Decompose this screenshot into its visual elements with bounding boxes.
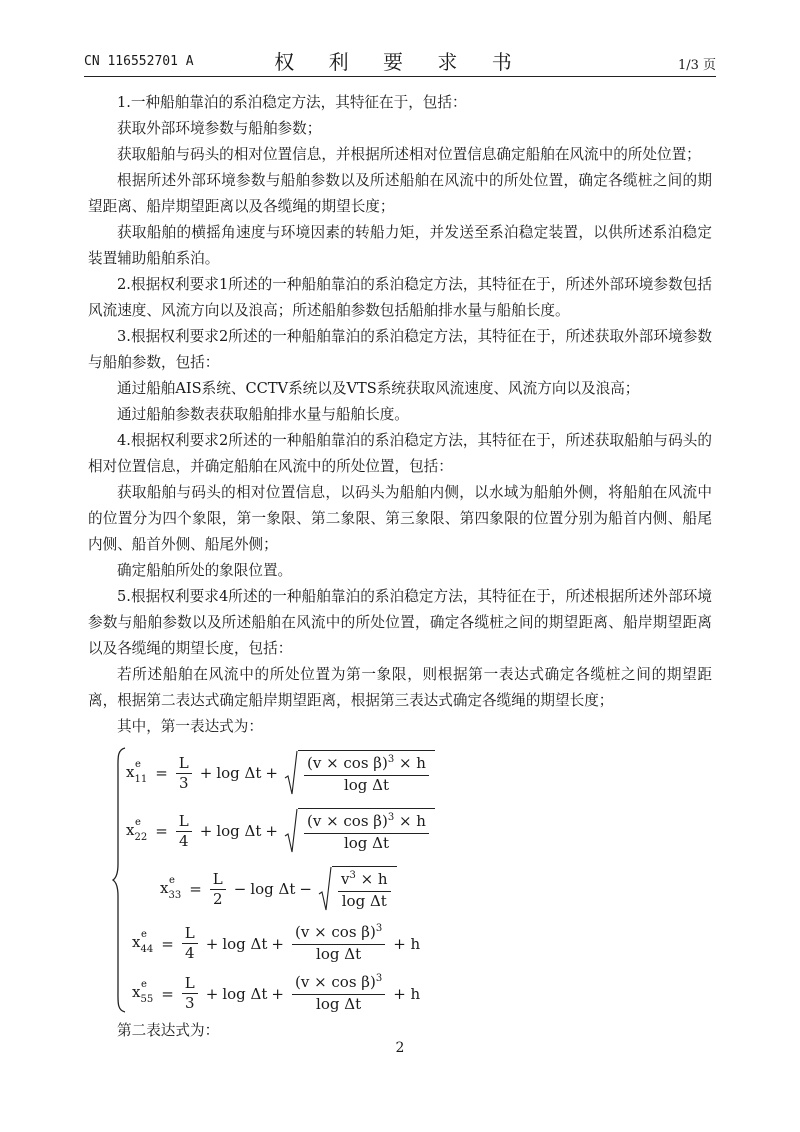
claim-paragraph: 获取船舶与码头的相对位置信息，并根据所述相对位置信息确定船舶在风流中的所处位置； (117, 146, 701, 163)
formula-row: x e $_{33}$ = $\frac{L}{2}$ − log Δt − $\frac{v^3 \times h}{\text{log Δt}}$ (160, 866, 397, 912)
fraction: $\frac{L}{3}$ (176, 755, 192, 792)
fraction: $\frac{L}{4}$ (182, 925, 198, 962)
formula-row: x e $_{11}$ = $\frac{L}{3}$ + log Δt + $\frac{(v \times \cos \beta)^3 \times h}{\text{log Δt}}$ (126, 750, 435, 796)
fraction: $\frac{(v \times \cos \beta)^3 \times h}{\text{log Δt}}$ (304, 813, 429, 852)
log-term: log Δt (216, 822, 262, 840)
first-expression-formula (88, 744, 712, 1016)
claim-paragraph: 获取外部环境参数与船舶参数； (117, 120, 322, 137)
equals-sign: = (155, 822, 168, 840)
fraction: $\frac{v^3 \times h}{\text{log Δt}}$ (338, 871, 391, 910)
document-number: CN 116552701 A (84, 54, 194, 69)
claim-paragraph: 其中，第一表达式为： (117, 718, 263, 735)
square-root (284, 808, 435, 854)
header-rule (84, 76, 716, 77)
formula-row: x e $_{55}$ = $\frac{L}{3}$ + log Δt + $\frac{(v \times \cos \beta)^3}{\text{log Δt}}$ + h (132, 973, 421, 1013)
square-root (318, 866, 397, 912)
formula-variable: x e $_{55}$ (132, 979, 154, 1005)
square-root (284, 750, 435, 796)
equals-sign: = (189, 880, 202, 898)
formula-variable: x e $_{11}$ (126, 758, 148, 785)
claim-paragraph: 获取船舶与码头的相对位置信息，以码头为船舶内侧，以水域为船舶外侧，将船舶在风流中的位置分为四个象限，第一象限、第二象限、第三象限、第四象限的位置分别为船首内侧、船尾内侧、船首外侧、船尾外侧； (88, 484, 712, 553)
page-header (84, 48, 716, 74)
claim-paragraph: 第二表达式为： (117, 1022, 220, 1039)
fraction: $\frac{(v \times \cos \beta)^3}{\text{log Δt}}$ (292, 974, 385, 1013)
claim-paragraph: 通过船舶参数表获取船舶排水量与船舶长度。 (117, 406, 409, 423)
claim-paragraph: 1.一种船舶靠泊的系泊稳定方法，其特征在于，包括： (117, 94, 467, 111)
log-term: log Δt (216, 764, 262, 782)
page-indicator: 1/3 页 (677, 58, 716, 73)
log-term: log Δt (250, 880, 296, 898)
log-term: log Δt (222, 934, 268, 953)
fraction: $\frac{L}{4}$ (176, 813, 192, 850)
claim-paragraph: 确定船舶所处的象限位置。 (117, 562, 293, 579)
claim-paragraph: 3.根据权利要求2所述的一种船舶靠泊的系泊稳定方法，其特征在于，所述获取外部环境参数与船舶参数，包括： (88, 328, 712, 371)
claims-body (88, 90, 712, 1044)
fraction: $\frac{L}{2}$ (210, 871, 226, 908)
formula-row: x e $_{22}$ = $\frac{L}{4}$ + log Δt + $\frac{(v \times \cos \beta)^3 \times h}{\text{log Δt}}$ (126, 808, 435, 854)
page-number: 2 (395, 1040, 405, 1056)
fraction: $\frac{(v \times \cos \beta)^3}{\text{log Δt}}$ (292, 924, 385, 963)
claim-paragraph: 4.根据权利要求2所述的一种船舶靠泊的系泊稳定方法，其特征在于，所述获取船舶与码头的相对位置信息，并确定船舶在风流中的所处位置，包括： (88, 432, 712, 475)
claim-paragraph: 根据所述外部环境参数与船舶参数以及所述船舶在风流中的所处位置，确定各缆桩之间的期望距离、船岸期望距离以及各缆绳的期望长度； (88, 172, 712, 215)
page-title: 权 利 要 求 书 (274, 50, 526, 74)
log-term: log Δt (222, 984, 268, 1003)
claim-paragraph: 2.根据权利要求1所述的一种船舶靠泊的系泊稳定方法，其特征在于，所述外部环境参数包括风流速度、风流方向以及浪高；所述船舶参数包括船舶排水量与船舶长度。 (88, 276, 712, 319)
claim-paragraph: 通过船舶AIS系统、CCTV系统以及VTS系统获取风流速度、风流方向以及浪高； (117, 380, 640, 397)
left-brace (112, 746, 126, 1014)
equals-sign: = (161, 934, 174, 953)
formula-variable: x e $_{33}$ (160, 874, 182, 901)
fraction: $\frac{L}{3}$ (182, 975, 198, 1012)
claim-paragraph: 5.根据权利要求4所述的一种船舶靠泊的系泊稳定方法，其特征在于，所述根据所述外部环境参数与船舶参数以及所述船舶在风流中的所处位置，确定各缆桩之间的期望距离、船岸期望距离以及各缆绳的期望长度，包括： (88, 588, 712, 657)
formula-row: x e $_{44}$ = $\frac{L}{4}$ + log Δt + $\frac{(v \times \cos \beta)^3}{\text{log Δt}}$ + h (132, 923, 421, 963)
equals-sign: = (155, 764, 168, 782)
fraction: $\frac{(v \times \cos \beta)^3 \times h}{\text{log Δt}}$ (304, 755, 429, 794)
formula-variable: x e $_{22}$ (126, 816, 148, 843)
claim-paragraph: 若所述船舶在风流中的所处位置为第一象限，则根据第一表达式确定各缆桩之间的期望距离，根据第二表达式确定船岸期望距离，根据第三表达式确定各缆绳的期望长度； (88, 666, 712, 709)
claim-paragraph: 获取船舶的横摇角速度与环境因素的转船力矩，并发送至系泊稳定装置，以供所述系泊稳定装置辅助船舶系泊。 (88, 224, 712, 267)
formula-variable: x e $_{44}$ (132, 929, 154, 955)
equals-sign: = (161, 984, 174, 1003)
